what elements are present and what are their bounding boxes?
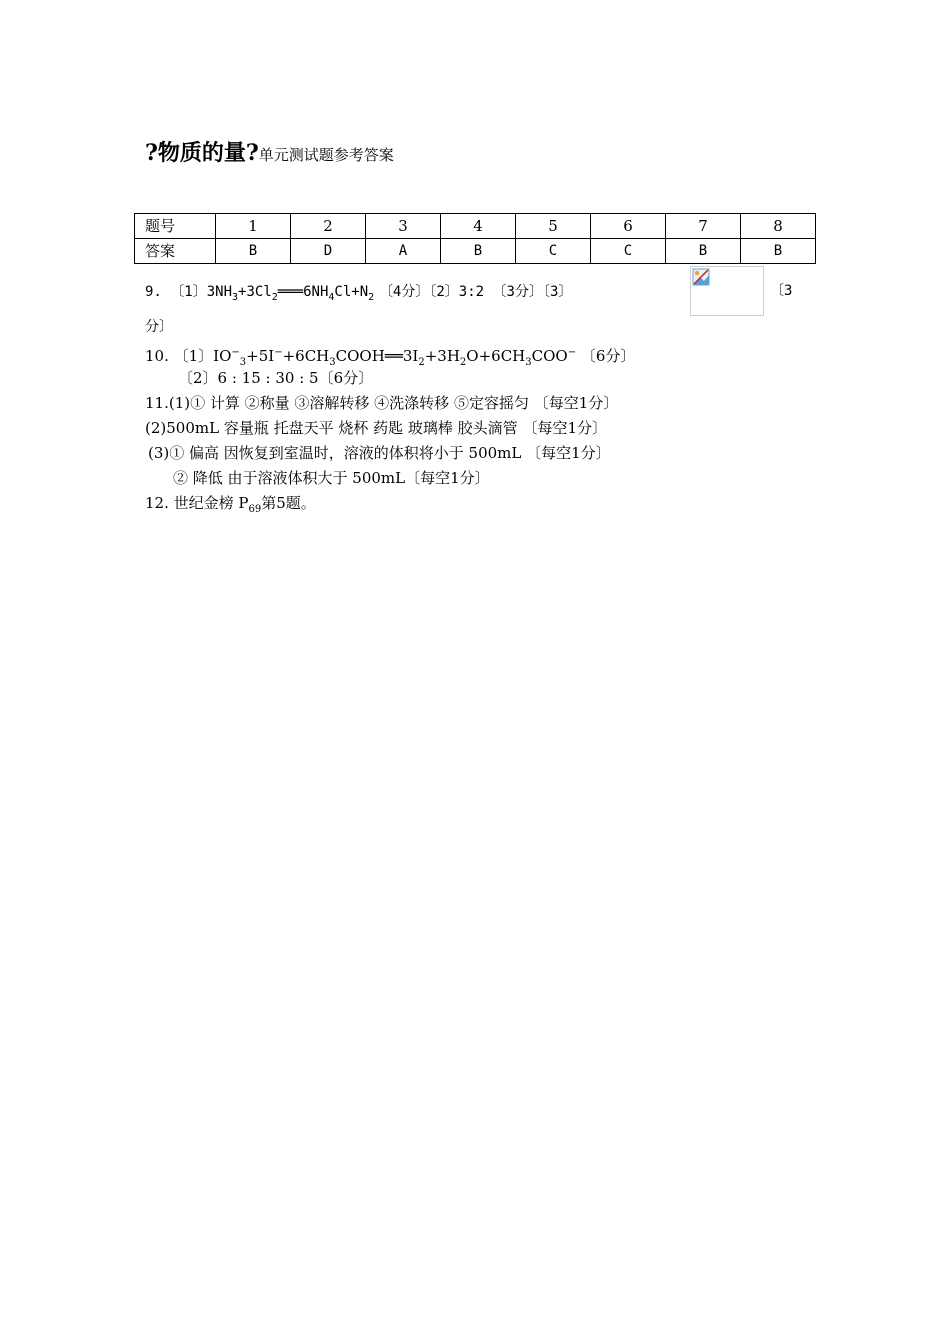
table-row-numbers (135, 214, 816, 239)
broken-image-placeholder (690, 266, 764, 316)
q10-line2: 〔2〕6 : 15 : 30 : 5〔6分〕 (178, 369, 374, 387)
table-cell-number: 3 (366, 214, 441, 239)
q11-line3: (3)① 偏高 因恢复到室温时，溶液的体积将小于 500mL 〔每空1分〕 (148, 444, 611, 462)
title-main: ?物质的量? (145, 140, 259, 166)
q9-marks: 〔4分〕〔2〕3:2 〔3分〕〔3〕 (378, 284, 573, 300)
table-cell-answer: D (291, 239, 366, 264)
table-cell-answer: B (666, 239, 741, 264)
table-cell-number: 2 (291, 214, 366, 239)
table-header-label: 题号 (135, 214, 216, 239)
table-answer-label: 答案 (135, 239, 216, 264)
answer-table (134, 213, 816, 264)
table-cell-answer: C (516, 239, 591, 264)
table-cell-answer: A (366, 239, 441, 264)
q9-equation: $_3+3Cl_2═══6NH_4Cl+N_2$ (232, 284, 375, 303)
table-cell-number: 5 (516, 214, 591, 239)
document-title (145, 136, 394, 167)
q9-part1: 9. 〔1〕3NH (145, 284, 233, 300)
q12-prefix: 12. 世纪金榜 P (145, 494, 249, 512)
table-cell-answer: B (741, 239, 816, 264)
table-cell-answer: C (591, 239, 666, 264)
q12-page-sub: 69 (248, 504, 262, 515)
q9-line (145, 279, 572, 310)
broken-image-icon (692, 268, 710, 286)
table-cell-number: 1 (216, 214, 291, 239)
title-subtitle: 单元测试题参考答案 (258, 146, 394, 164)
table-cell-number: 4 (441, 214, 516, 239)
table-cell-number: 8 (741, 214, 816, 239)
table-cell-number: 6 (591, 214, 666, 239)
q10-points1: 〔6分〕 (580, 347, 636, 365)
q9-points-end-2: 分〕 (145, 319, 173, 335)
q11-line4: ② 降低 由于溶液体积大于 500mL〔每空1分〕 (173, 469, 490, 487)
table-row-answers (135, 239, 816, 264)
q12-suffix: 第5题。 (261, 494, 316, 512)
table-cell-answer: B (216, 239, 291, 264)
q9-points-end: 〔3 (770, 283, 793, 299)
q12-line (145, 491, 316, 522)
q11-line1: 11.(1)① 计算 ②称量 ③溶解转移 ④洗涤转移 ⑤定容摇匀 〔每空1分〕 (145, 394, 619, 412)
q10-part1: 10. 〔1〕$IO^-_3+5I^-+6CH_3COOH══3I_2+3H_2O+6CH_3COO^-$ (145, 347, 577, 368)
table-cell-answer: B (441, 239, 516, 264)
table-cell-number: 7 (666, 214, 741, 239)
q11-line2: (2)500mL 容量瓶 托盘天平 烧杯 药匙 玻璃棒 胶头滴管 〔每空1分〕 (145, 419, 607, 437)
